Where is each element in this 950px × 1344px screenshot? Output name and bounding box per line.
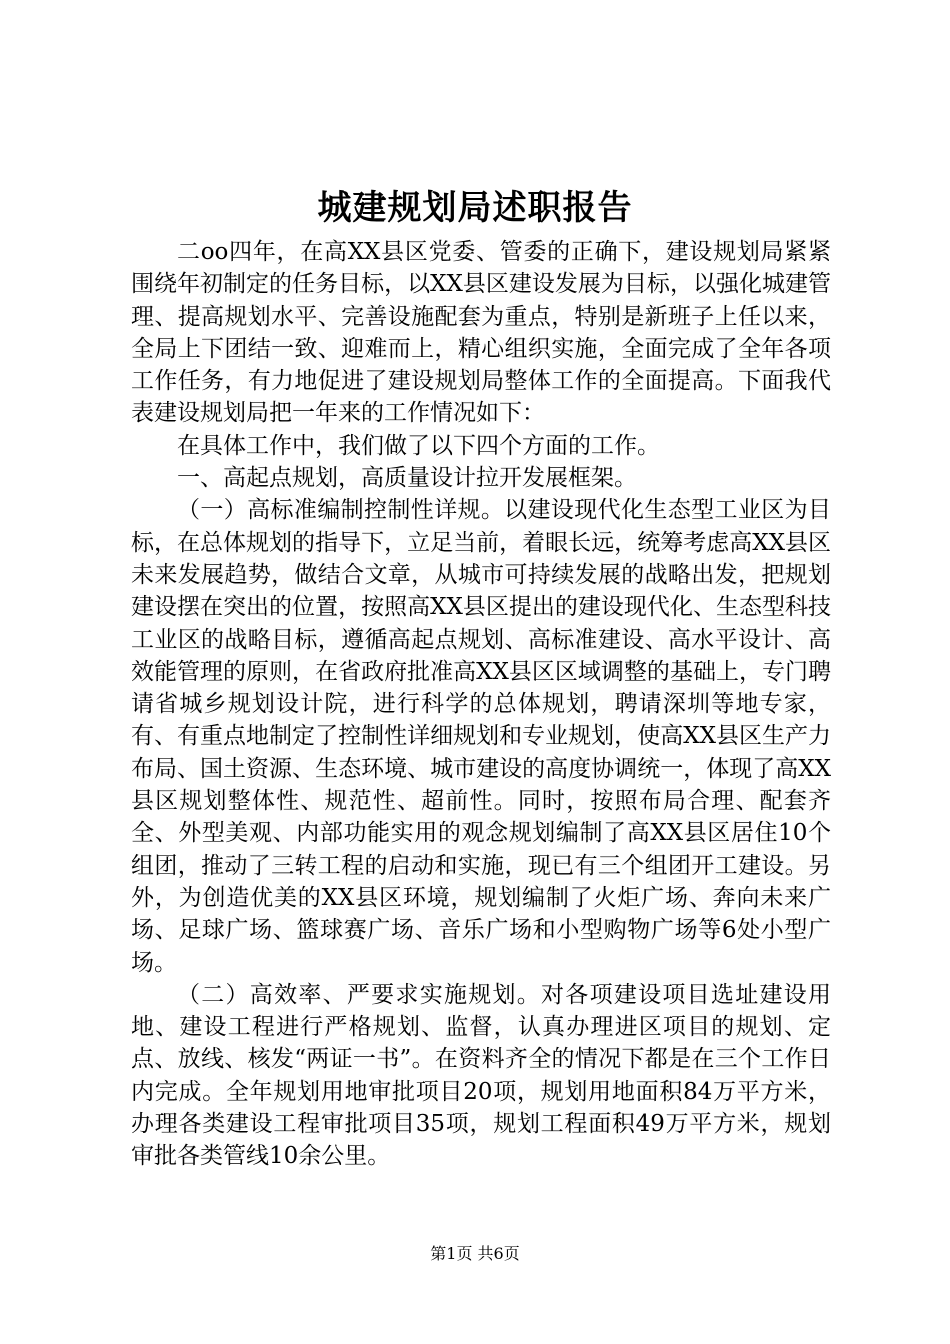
paragraph-intro: 二oo四年，在高XX县区党委、管委的正确下，建设规划局紧紧围绕年初制定的任务目标，以XX县区建设发展为目标，以强化城建管理、提高规划水平、完善设施配套为重点，特别是新班子上任以来，全局上下团结一致、迎难而上，精心组织实施，全面完成了全年各项工作任务，有力地促进了建设规划局整体工作的全面提高。下面我代表建设规划局把一年来的工作情况如下： [131, 239, 831, 427]
page-number-footer: 第1页 共6页 [430, 1244, 520, 1263]
document-body [131, 236, 831, 1173]
section-heading-one: 一、高起点规划，高质量设计拉开发展框架。 [177, 465, 637, 492]
paragraph-overview: 在具体工作中，我们做了以下四个方面的工作。 [177, 432, 660, 459]
document-title: 城建规划局述职报告 [317, 188, 633, 228]
paragraph-subsection-two: （二）高效率、严要求实施规划。对各项建设项目选址建设用地、建设工程进行严格规划、监督，认真办理进区项目的规划、定点、放线、核发“两证一书”。在资料齐全的情况下都是在三个工作日内完成。全年规划用地审批项目20项，规划用地面积84万平方米，办理各类建设工程审批项目35项，规划工程面积49万平方米，规划审批各类管线10余公里。 [131, 981, 831, 1170]
paragraph-subsection-one: （一）高标准编制控制性详规。以建设现代化生态型工业区为目标，在总体规划的指导下，立足当前，着眼长远，统筹考虑高XX县区未来发展趋势，做结合文章，从城市可持续发展的战略出发，把规划建设摆在突出的位置，按照高XX县区提出的建设现代化、生态型科技工业区的战略目标，遵循高起点规划、高标准建设、高水平设计、高效能管理的原则，在省政府批准高XX县区区域调整的基础上，专门聘请省城乡规划设计院，进行科学的总体规划，聘请深圳等地专家，有、有重点地制定了控制性详细规划和专业规划，使高XX县区生产力布局、国土资源、生态环境、城市建设的高度协调统一，体现了高XX县区规划整体性、规范性、超前性。同时，按照布局合理、配套齐全、外型美观、内部功能实用的观念规划编制了高XX县区居住10个组团，推动了三转工程的启动和实施，现已有三个组团开工建设。另外，为创造优美的XX县区环境，规划编制了火炬广场、奔向未来广场、足球广场、篮球赛广场、音乐广场和小型购物广场等6处小型广场。 [131, 497, 831, 976]
